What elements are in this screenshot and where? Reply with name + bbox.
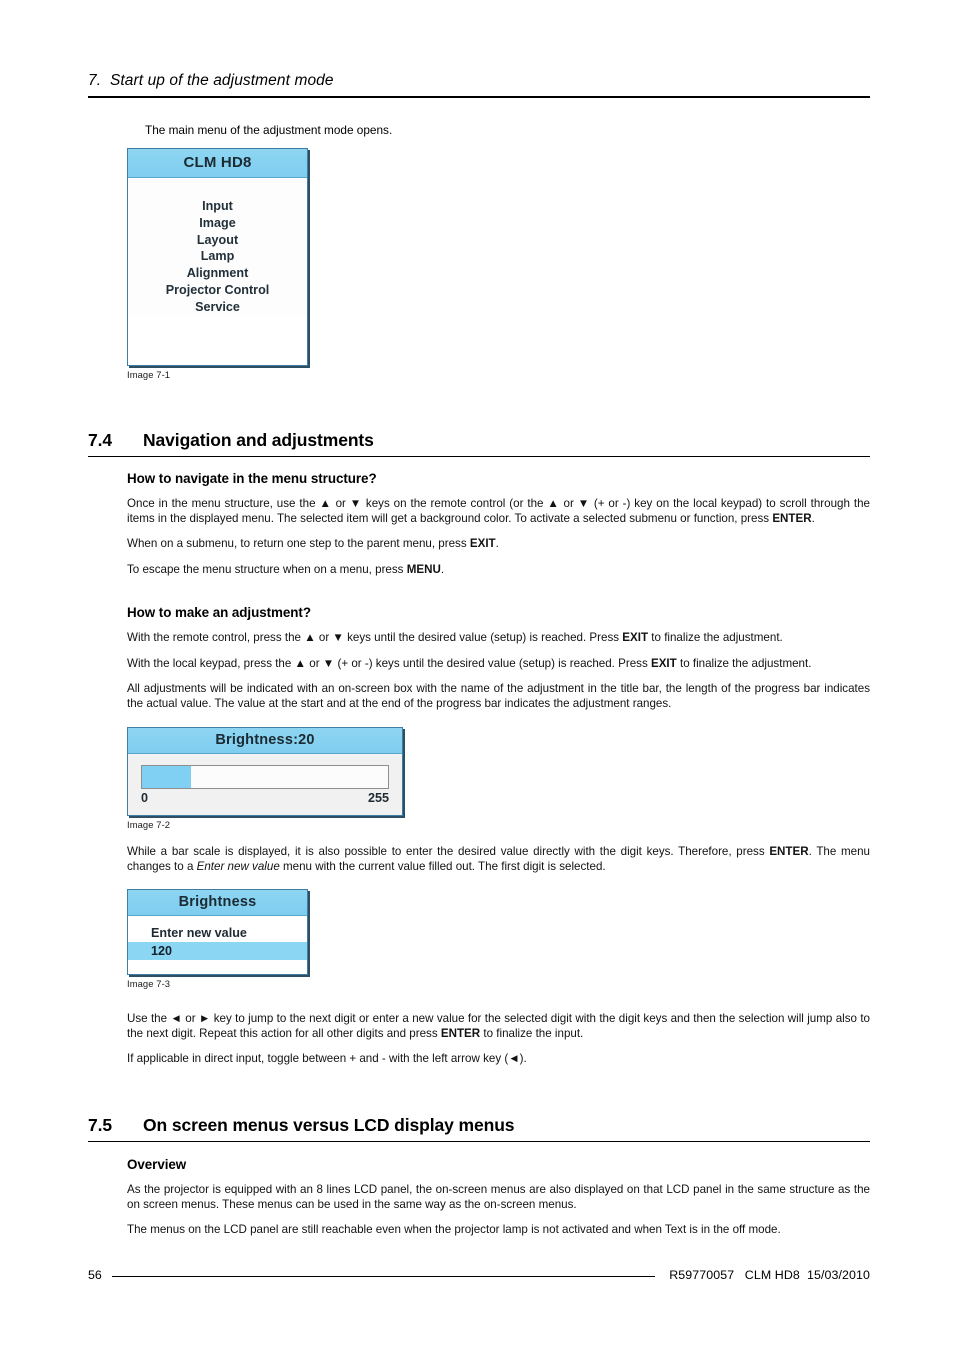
figure-caption: Image 7-2 — [127, 819, 171, 830]
subheading-how-to-navigate: How to navigate in the menu structure? — [127, 471, 377, 486]
page-number: 56 — [88, 1268, 102, 1282]
paragraph-adjust-1: With the remote control, press the ▲ or ▼ keys until the desired value (setup) is reached. Press EXIT to finalize the adjustment. — [127, 631, 783, 644]
footer-rule — [112, 1276, 655, 1277]
figure-caption: Image 7-1 — [127, 369, 171, 380]
enter-new-value-field: 120 — [128, 942, 307, 960]
intro-text: The main menu of the adjustment mode opens. — [145, 123, 393, 137]
section-title: On screen menus versus LCD display menus — [143, 1115, 515, 1135]
chapter-title: 7. Start up of the adjustment mode — [88, 72, 334, 89]
osd-title-brightness-value: Brightness:20 — [128, 728, 402, 754]
header-rule — [88, 96, 870, 98]
after-enter-paragraphs — [127, 1012, 870, 1067]
paragraph-navigate-2: When on a submenu, to return one step to the parent menu, press EXIT. — [127, 537, 499, 551]
section-number: 7.5 — [88, 1115, 113, 1135]
osd-menu-items — [128, 178, 307, 316]
menu-item-layout: Layout — [196, 232, 239, 247]
paragraph-overview-2: The menus on the LCD panel are still reachable even when the projector lamp is not activated and when Text is in the off mode. — [127, 1223, 781, 1237]
section-heading-7-4 — [88, 430, 870, 457]
section-number: 7.4 — [88, 430, 113, 450]
section-heading-7-5 — [88, 1115, 870, 1142]
paragraph-adjust-3: All adjustments will be indicated with an on-screen box with the name of the adjustment in the title bar, the length of the progress bar indicates the actual value. The value at the start and at the end of the progress bar indicates the adjustment ranges. — [127, 682, 870, 710]
after-bar-paragraph — [127, 845, 870, 874]
range-max-label: 255 — [367, 791, 389, 805]
range-min-label: 0 — [141, 791, 149, 805]
navigate-paragraphs — [127, 497, 870, 577]
progress-bar-track — [141, 765, 389, 789]
paragraph-navigate-1: Once in the menu structure, use the ▲ or ▼ keys on the remote control (or the ▲ or ▼ (+ or -) key on the local keypad) to scroll through the items in the displayed menu. The selected item will get a background color. To activate a selected submenu or function, press ENTER. — [127, 497, 870, 525]
footer-meta: R59770057 CLM HD8 15/03/2010 — [669, 1268, 870, 1282]
menu-item-input: Input — [202, 199, 233, 213]
paragraph-overview-1: As the projector is equipped with an 8 lines LCD panel, the on-screen menus are also displayed on that LCD panel in the same structure as the on screen menus. These menus can be used in the same way as the on-screen menus. — [127, 1183, 870, 1211]
section-title: Navigation and adjustments — [143, 430, 374, 450]
subheading-how-to-adjust: How to make an adjustment? — [127, 605, 311, 620]
section-rule — [88, 456, 870, 457]
paragraph-direct-input: If applicable in direct input, toggle between + and - with the left arrow key (◄). — [127, 1052, 527, 1066]
figure-caption: Image 7-3 — [127, 978, 171, 989]
paragraph-bar-scale: While a bar scale is displayed, it is also possible to enter the desired value directly with the digit keys. Therefore, press ENTER. The menu changes to a Enter new value menu with the current value filled out. The first digit is selected. — [127, 845, 870, 873]
menu-item-service: Service — [195, 299, 240, 314]
progress-bar-fill — [142, 766, 191, 788]
paragraph-adjust-2: With the local keypad, press the ▲ or ▼ (+ or -) keys until the desired value (setup) is reached. Press EXIT to finalize the adjustment. — [127, 656, 812, 670]
paragraph-digit-jump: Use the ◄ or ► key to jump to the next digit or enter a new value for the selected digit with the digit keys and then the selection will jump also to the next digit. Repeat this action for all other digits and press ENTER to finalize the input. — [127, 1012, 870, 1040]
osd-enter-body — [128, 916, 307, 960]
subheading-overview: Overview — [127, 1157, 187, 1172]
menu-item-projector-control: Projector Control — [165, 282, 270, 297]
enter-new-value-prompt: Enter new value — [151, 926, 247, 940]
section-rule — [88, 1141, 870, 1142]
osd-title-brightness: Brightness — [128, 890, 307, 916]
running-header — [88, 72, 870, 98]
overview-paragraphs — [127, 1183, 870, 1238]
osd-enter-new-value — [127, 889, 308, 975]
figure-main-menu — [127, 148, 308, 380]
menu-item-alignment: Alignment — [186, 266, 249, 281]
figure-enter-new-value — [127, 889, 308, 989]
progress-bar-range-labels — [141, 789, 389, 805]
osd-main-menu — [127, 148, 308, 366]
figure-brightness-bar — [127, 727, 403, 830]
adjust-paragraphs — [127, 631, 870, 711]
osd-title-clm-hd8: CLM HD8 — [128, 149, 307, 178]
osd-brightness-bar — [127, 727, 403, 816]
page-footer — [88, 1268, 870, 1282]
menu-item-image: Image — [199, 215, 236, 230]
progress-bar-area — [128, 754, 402, 816]
paragraph-navigate-3: To escape the menu structure when on a menu, press MENU. — [127, 562, 445, 576]
menu-item-lamp: Lamp — [200, 249, 235, 264]
